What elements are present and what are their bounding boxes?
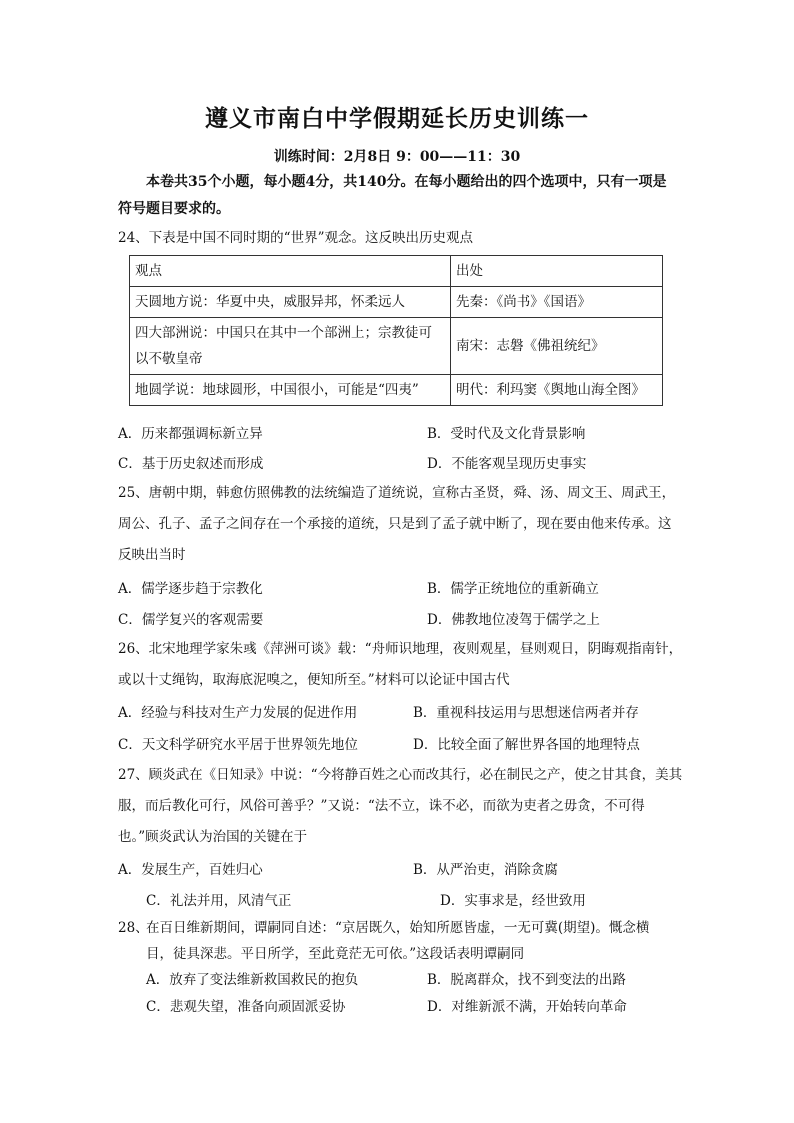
question-27-stem: 27、顾炎武在《日知录》中说：“今将静百姓之心而改其行，必在制民之产，使之甘其食，美其服，而后教化可行，风俗可善乎？”又说：“法不立，诛不必，而欲为吏者之毋贪，不可得也。”顾炎武认为治国的关键在于 — [118, 767, 683, 845]
table-cell: 天圆地方说：华夏中央，威服异邦，怀柔远人 — [130, 287, 451, 318]
table-header-cell: 出处 — [451, 256, 663, 287]
question-25-stem: 25、唐朝中期，韩愈仿照佛教的法统编造了道统说，宣称古圣贤，舜、汤、周文王、周武王，周公、孔子、孟子之间存在一个承接的道统，只是到了孟子就中断了，现在要由他来传承。这反映出当时 — [118, 485, 676, 563]
option-d[interactable]: D．不能客观呈现历史事实 — [427, 456, 587, 472]
page-title: 遵义市南白中学假期延长历史训练一 — [205, 105, 589, 132]
option-a[interactable]: A．历来都强调标新立异 — [118, 426, 263, 442]
option-b[interactable]: B．脱离群众，找不到变法的出路 — [427, 972, 626, 988]
table-row — [130, 375, 663, 406]
question-28-stem: 在百日维新期间，谭嗣同自述：“京居既久，始知所愿皆虚，一无可冀(期望)。慨念横目，徒具深悲。平日所学，至此竟茫无可依。”这段话表明谭嗣同 — [146, 920, 650, 962]
table-cell: 四大部洲说：中国只在其中一个部洲上；宗教徒可以不敬皇帝 — [130, 318, 451, 375]
question-24-table — [129, 255, 663, 406]
table-cell: 南宋：志磐《佛祖统纪》 — [451, 318, 663, 375]
exam-instructions: 本卷共35个小题，每小题4分，共140分。在每小题给出的四个选项中，只有一项是符号题目要求的。 — [118, 174, 667, 217]
table-cell: 先秦：《尚书》《国语》 — [451, 287, 663, 318]
option-a[interactable]: A．发展生产，百姓归心 — [118, 862, 263, 878]
option-d[interactable]: D．比较全面了解世界各国的地理特点 — [413, 737, 640, 753]
table-header-row — [130, 256, 663, 287]
question-28-number: 28、 — [118, 920, 149, 936]
option-d[interactable]: D．佛教地位凌驾于儒学之上 — [427, 612, 600, 628]
option-b[interactable]: B．从严治吏，消除贪腐 — [413, 862, 558, 878]
option-d[interactable]: D．对维新派不满，开始转向革命 — [427, 999, 627, 1015]
option-c[interactable]: C．基于历史叙述而形成 — [118, 456, 264, 472]
question-26-stem: 26、北宋地理学家朱彧《萍洲可谈》载：“舟师识地理，夜则观星，昼则观日，阴晦观指南针，或以十丈绳钩，取海底泥嗅之，便知所至。”材料可以论证中国古代 — [118, 641, 683, 688]
question-24-stem: 24、下表是中国不同时期的“世界”观念。这反映出历史观点 — [118, 230, 473, 246]
table-header-cell: 观点 — [130, 256, 451, 287]
option-a[interactable]: A．儒学逐步趋于宗教化 — [118, 581, 263, 597]
option-b[interactable]: B．重视科技运用与思想迷信两者并存 — [413, 705, 639, 721]
table-cell: 地圆学说：地球圆形，中国很小，可能是“四夷” — [130, 375, 451, 406]
table-cell: 明代：利玛窦《舆地山海全图》 — [451, 375, 663, 406]
option-c[interactable]: C．悲观失望，准备向顽固派妥协 — [146, 999, 346, 1015]
option-b[interactable]: B．儒学正统地位的重新确立 — [427, 581, 599, 597]
exam-time: 训练时间：2月8日 9：00——11：30 — [273, 149, 521, 165]
table-row — [130, 318, 663, 375]
option-a[interactable]: A．经验与科技对生产力发展的促进作用 — [118, 705, 358, 721]
option-b[interactable]: B．受时代及文化背景影响 — [427, 426, 586, 442]
option-c[interactable]: C．儒学复兴的客观需要 — [118, 612, 264, 628]
option-c[interactable]: C．天文科学研究水平居于世界领先地位 — [118, 737, 358, 753]
option-a[interactable]: A．放弃了变法维新救国救民的抱负 — [146, 972, 359, 988]
option-d[interactable]: D．实事求是，经世致用 — [440, 893, 586, 909]
option-c[interactable]: C．礼法并用，风清气正 — [146, 893, 292, 909]
table-row — [130, 287, 663, 318]
